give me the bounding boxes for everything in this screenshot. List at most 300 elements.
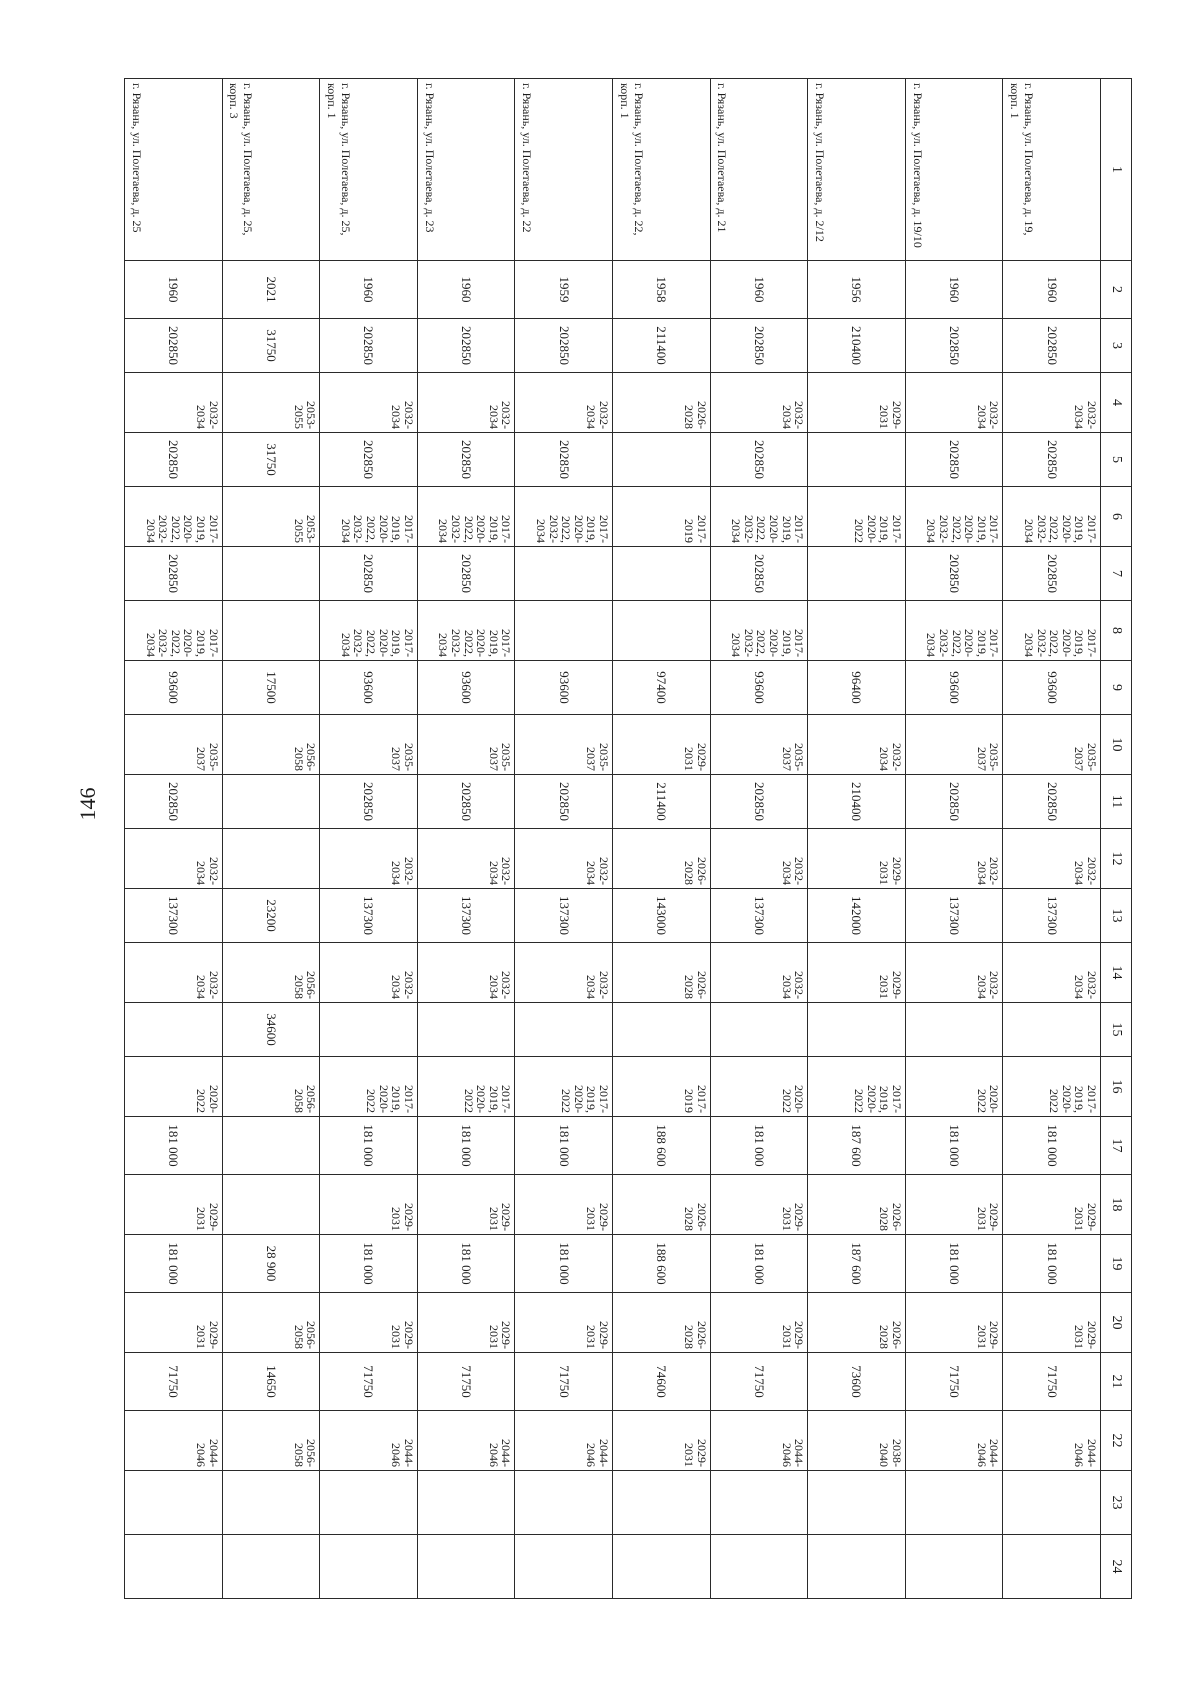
value-cell: 93600 [515,661,613,715]
value-cell: 202850 [1003,547,1101,601]
value-cell: 181 000 [1003,1117,1101,1175]
column-header-20: 20 [1101,1293,1132,1353]
period-line: 2020- [864,1085,879,1113]
value-cell [515,1003,613,1057]
value-cell: 93600 [905,661,1003,715]
period-line: 2032- [597,971,612,999]
value-cell [1003,1535,1101,1599]
value-cell [222,829,320,889]
period-cell [1003,715,1101,775]
period-line: 2022, [1047,516,1062,543]
period-cell [1003,601,1101,661]
value-cell: 71750 [905,1353,1003,1411]
period-line: 2044- [987,1439,1002,1467]
value-cell: 181 000 [710,1117,808,1175]
period-line: 2029- [597,1321,612,1349]
value-cell [613,1471,711,1535]
build-year-cell: 1960 [125,261,223,319]
column-header-1: 1 [1101,79,1132,261]
period-line: 2017- [401,515,416,543]
period-line: 2020- [571,515,586,543]
period-cell [515,1293,613,1353]
period-cell [905,943,1003,1003]
period-cell [808,373,906,433]
value-cell [222,1535,320,1599]
value-cell: 181 000 [125,1117,223,1175]
value-cell: 187 600 [808,1235,906,1293]
period-line: 2032- [1085,971,1099,999]
value-cell: 202850 [320,433,418,487]
period-cell [613,829,711,889]
value-cell: 202850 [905,775,1003,829]
period-cell [417,1057,515,1117]
period-line: 2020- [376,1085,391,1113]
value-cell [710,1471,808,1535]
period-line: 2020- [181,515,196,543]
value-cell: 137300 [515,889,613,943]
value-cell [125,1471,223,1535]
period-line: 2032- [937,629,952,657]
period-line: 2029- [792,1203,807,1231]
period-line: 2020- [767,515,782,543]
value-cell [905,1003,1003,1057]
period-line: 2017- [1085,1085,1099,1113]
period-line: 2019, [486,1086,501,1113]
period-line: 2020- [987,1085,1002,1113]
table-row [125,79,223,1599]
column-header-2: 2 [1101,261,1132,319]
period-cell [417,1411,515,1471]
period-cell [613,1411,711,1471]
value-cell: 31750 [222,433,320,487]
period-line: 2028 [682,1325,697,1349]
period-line: 2031 [877,861,892,885]
period-line: 2037 [779,747,794,771]
period-line: 2034 [436,519,451,543]
period-line: 2056- [304,1321,319,1349]
value-cell: 181 000 [710,1235,808,1293]
value-cell: 202850 [905,319,1003,373]
value-cell: 181 000 [905,1235,1003,1293]
period-line: 2058 [291,1325,306,1349]
value-cell: 188 600 [613,1235,711,1293]
period-line: 2017- [792,629,807,657]
value-cell: 96400 [808,661,906,715]
period-cell [1003,943,1101,1003]
period-line: 2034 [1022,633,1037,657]
period-line: 2022, [754,516,769,543]
period-line: 2032- [351,515,366,543]
period-line: 2034 [486,975,501,999]
period-cell [515,1411,613,1471]
column-header-19: 19 [1101,1235,1132,1293]
column-header-18: 18 [1101,1175,1132,1235]
period-cell [710,601,808,661]
value-cell: 202850 [1003,433,1101,487]
period-line: 2026- [694,1203,709,1231]
value-cell: 202850 [125,547,223,601]
period-line: 2020- [1059,629,1074,657]
period-line: 2017- [1085,515,1099,543]
period-line: 2032- [937,515,952,543]
value-cell: 23200 [222,889,320,943]
period-line: 2019, [389,516,404,543]
period-cell [905,1175,1003,1235]
period-line: 2035- [401,743,416,771]
value-cell [710,1535,808,1599]
address-cell: г. Рязань, ул. Полетаева, д. 25, корп. 3 [222,79,320,261]
period-line: 2031 [1072,1207,1087,1231]
value-cell: 137300 [417,889,515,943]
period-cell [417,943,515,1003]
value-cell [613,433,711,487]
period-cell [1003,1293,1101,1353]
period-line: 2055 [291,405,306,429]
value-cell: 137300 [320,889,418,943]
period-cell [320,1411,418,1471]
period-cell [613,715,711,775]
period-line: 2019, [877,516,892,543]
period-line: 2034 [534,519,549,543]
period-line: 2034 [436,633,451,657]
period-line: 2029- [792,1321,807,1349]
value-cell [222,601,320,661]
period-line: 2022 [852,1089,867,1113]
period-cell [125,829,223,889]
period-cell [222,373,320,433]
period-line: 2022 [974,1089,989,1113]
period-line: 2034 [1072,405,1087,429]
address-cell: г. Рязань, ул. Полетаева, д. 22, корп. 1 [613,79,711,261]
period-line: 2028 [877,1207,892,1231]
period-cell [125,487,223,547]
period-line: 2034 [779,975,794,999]
value-cell: 202850 [417,433,515,487]
column-header-3: 3 [1101,319,1132,373]
value-cell: 137300 [125,889,223,943]
value-cell: 93600 [125,661,223,715]
period-cell [613,373,711,433]
table-body [125,79,1101,1599]
value-cell: 93600 [320,661,418,715]
value-cell: 71750 [320,1353,418,1411]
value-cell: 181 000 [417,1117,515,1175]
period-line: 2029- [401,1203,416,1231]
period-line: 2029- [987,1203,1002,1231]
address-cell: г. Рязань, ул. Полетаева, д. 19/10 [905,79,1003,261]
period-line: 2019, [1072,1086,1087,1113]
period-line: 2037 [974,747,989,771]
period-line: 2034 [779,405,794,429]
period-cell [1003,373,1101,433]
period-cell [515,487,613,547]
value-cell: 202850 [710,319,808,373]
period-line: 2032- [987,857,1002,885]
value-cell: 202850 [320,775,418,829]
column-header-16: 16 [1101,1057,1132,1117]
period-cell [808,829,906,889]
value-cell: 143000 [613,889,711,943]
period-line: 2034 [389,861,404,885]
period-cell [1003,1411,1101,1471]
value-cell: 202850 [417,775,515,829]
period-line: 2020- [474,629,489,657]
period-line: 2032- [156,629,171,657]
column-header-14: 14 [1101,943,1132,1003]
period-line: 2044- [206,1439,221,1467]
table-header-row [1101,79,1132,1599]
period-cell [320,373,418,433]
period-cell [417,601,515,661]
value-cell: 202850 [710,547,808,601]
table-row [613,79,711,1599]
period-line: 2056- [304,1439,319,1467]
column-header-8: 8 [1101,601,1132,661]
period-cell [515,1175,613,1235]
period-line: 2044- [401,1439,416,1467]
period-line: 2031 [1072,1325,1087,1349]
period-cell [320,1293,418,1353]
value-cell: 202850 [515,433,613,487]
column-header-17: 17 [1101,1117,1132,1175]
capital-repair-table [124,78,1132,1599]
value-cell: 202850 [417,319,515,373]
period-line: 2032- [792,401,807,429]
period-line: 2058 [291,1089,306,1113]
period-cell [320,1175,418,1235]
value-cell: 181 000 [417,1235,515,1293]
period-cell [125,715,223,775]
period-line: 2017- [792,515,807,543]
period-line: 2029- [694,1439,709,1467]
period-line: 2031 [486,1325,501,1349]
period-line: 2053- [304,401,319,429]
period-line: 2020- [1059,515,1074,543]
period-cell [1003,1175,1101,1235]
period-cell [905,829,1003,889]
column-header-9: 9 [1101,661,1132,715]
period-line: 2032- [449,515,464,543]
period-line: 2029- [401,1321,416,1349]
build-year-cell: 1956 [808,261,906,319]
period-cell [222,1057,320,1117]
period-cell [905,1293,1003,1353]
period-line: 2019, [194,630,209,657]
period-cell [125,1293,223,1353]
period-cell [710,715,808,775]
period-line: 2029- [597,1203,612,1231]
value-cell: 74600 [613,1353,711,1411]
column-header-23: 23 [1101,1471,1132,1535]
period-cell [710,943,808,1003]
period-line: 2034 [486,861,501,885]
period-cell [1003,1057,1101,1117]
period-cell [222,1411,320,1471]
period-line: 2019, [486,516,501,543]
period-line: 2046 [194,1443,209,1467]
period-line: 2032- [499,857,514,885]
period-cell [905,715,1003,775]
column-header-15: 15 [1101,1003,1132,1057]
period-cell [710,487,808,547]
column-header-11: 11 [1101,775,1132,829]
period-cell [417,487,515,547]
value-cell: 71750 [710,1353,808,1411]
period-line: 2032- [987,971,1002,999]
period-line: 2019, [877,1086,892,1113]
period-line: 2046 [486,1443,501,1467]
value-cell: 181 000 [1003,1235,1101,1293]
table-row [808,79,906,1599]
period-line: 2034 [729,519,744,543]
value-cell [905,1471,1003,1535]
value-cell [808,433,906,487]
period-line: 2032- [597,401,612,429]
period-line: 2022, [1047,630,1062,657]
table-row [417,79,515,1599]
period-line: 2031 [194,1325,209,1349]
period-line: 2034 [143,633,158,657]
period-line: 2020- [206,1085,221,1113]
period-line: 2026- [694,857,709,885]
period-line: 2022 [461,1089,476,1113]
period-line: 2034 [877,747,892,771]
period-line: 2037 [584,747,599,771]
period-line: 2022, [364,630,379,657]
period-cell [515,715,613,775]
period-cell [320,943,418,1003]
period-line: 2017- [597,1085,612,1113]
period-line: 2020- [962,515,977,543]
period-line: 2017- [987,629,1002,657]
period-line: 2019, [486,630,501,657]
period-line: 2037 [1072,747,1087,771]
period-line: 2029- [499,1203,514,1231]
period-cell [222,943,320,1003]
period-line: 2046 [779,1443,794,1467]
address-cell: г. Рязань, ул. Полетаева, д. 22 [515,79,613,261]
period-line: 2031 [584,1325,599,1349]
period-line: 2034 [194,861,209,885]
period-line: 2022, [949,516,964,543]
period-line: 2032- [1085,401,1099,429]
period-line: 2017- [889,515,904,543]
period-line: 2017- [499,515,514,543]
period-line: 2017- [889,1085,904,1113]
period-line: 2034 [924,519,939,543]
period-line: 2017- [499,1085,514,1113]
value-cell: 181 000 [125,1235,223,1293]
value-cell: 93600 [710,661,808,715]
period-line: 2034 [584,975,599,999]
value-cell: 210400 [808,775,906,829]
value-cell: 14650 [222,1353,320,1411]
period-line: 2019, [974,630,989,657]
period-line: 2040 [877,1443,892,1467]
column-header-13: 13 [1101,889,1132,943]
value-cell: 202850 [515,319,613,373]
value-cell [417,1535,515,1599]
period-line: 2034 [194,975,209,999]
value-cell [125,1003,223,1057]
value-cell: 202850 [417,547,515,601]
period-line: 2032- [499,971,514,999]
table-row [320,79,418,1599]
period-line: 2026- [889,1321,904,1349]
period-line: 2032- [987,401,1002,429]
period-cell [125,601,223,661]
period-line: 2035- [597,743,612,771]
value-cell: 202850 [905,433,1003,487]
period-line: 2019, [194,516,209,543]
period-cell [417,1293,515,1353]
period-line: 2020- [376,515,391,543]
period-line: 2017- [499,629,514,657]
period-line: 2029- [889,971,904,999]
period-cell [1003,487,1101,547]
period-line: 2031 [389,1207,404,1231]
period-line: 2046 [584,1443,599,1467]
period-line: 2031 [974,1207,989,1231]
period-line: 2029- [206,1203,221,1231]
value-cell [808,1003,906,1057]
period-line: 2034 [974,405,989,429]
value-cell: 181 000 [515,1117,613,1175]
value-cell: 73600 [808,1353,906,1411]
period-cell [808,1175,906,1235]
period-line: 2017- [694,1085,709,1113]
period-cell [320,1057,418,1117]
period-cell [905,601,1003,661]
build-year-cell: 1960 [320,261,418,319]
period-cell [613,1175,711,1235]
period-line: 2032- [401,857,416,885]
value-cell [808,601,906,661]
period-line: 2035- [206,743,221,771]
period-cell [710,1057,808,1117]
period-cell [710,829,808,889]
period-cell [320,601,418,661]
value-cell [1003,1003,1101,1057]
period-line: 2034 [143,519,158,543]
period-line: 2035- [1085,743,1099,771]
period-line: 2034 [194,405,209,429]
period-cell [905,487,1003,547]
period-cell [320,829,418,889]
value-cell [613,1003,711,1057]
period-line: 2026- [694,401,709,429]
period-line: 2020- [376,629,391,657]
period-cell [125,373,223,433]
build-year-cell: 1960 [417,261,515,319]
period-line: 2017- [401,1085,416,1113]
period-line: 2028 [682,405,697,429]
period-line: 2031 [779,1325,794,1349]
value-cell: 202850 [125,433,223,487]
build-year-cell: 1958 [613,261,711,319]
period-line: 2032- [206,401,221,429]
period-line: 2032- [741,629,756,657]
value-cell: 187 600 [808,1117,906,1175]
period-line: 2029- [987,1321,1002,1349]
period-line: 2032- [889,743,904,771]
period-line: 2034 [584,861,599,885]
period-line: 2026- [694,1321,709,1349]
period-line: 2031 [194,1207,209,1231]
value-cell [1003,1471,1101,1535]
value-cell: 202850 [320,547,418,601]
period-cell [905,1411,1003,1471]
